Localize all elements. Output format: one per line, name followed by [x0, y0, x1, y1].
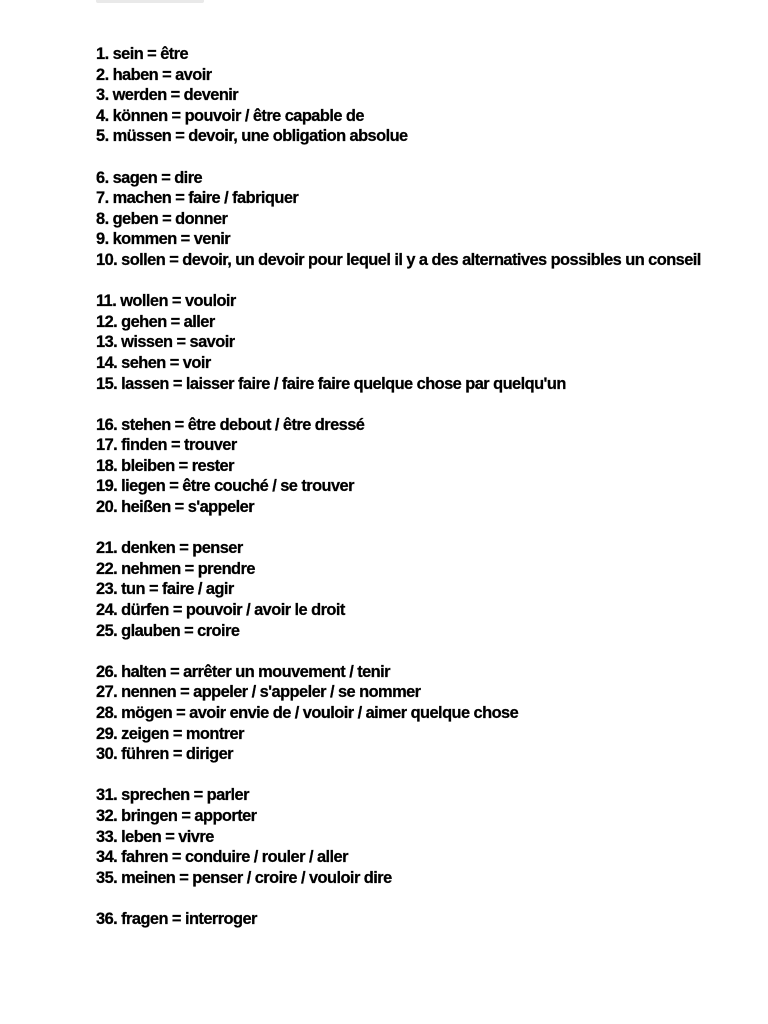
- list-item: 2. haben = avoir: [96, 65, 212, 84]
- scan-artifact: [96, 0, 204, 3]
- list-item: 15. lassen = laisser faire / faire faire quelque chose par quelqu'un: [96, 374, 566, 393]
- list-item: 25. glauben = croire: [96, 621, 240, 640]
- list-item: 16. stehen = être debout / être dressé: [96, 415, 365, 434]
- list-item: 31. sprechen = parler: [96, 786, 249, 805]
- list-item: 28. mögen = avoir envie de / vouloir / aimer quelque chose: [96, 704, 519, 722]
- verb-group-8: [96, 909, 736, 930]
- list-item: 8. geben = donner: [96, 209, 228, 228]
- verb-group-6: [96, 662, 736, 765]
- list-item: 10. sollen = devoir, un devoir pour lequel il y a des alternatives possibles un conseil: [96, 250, 701, 269]
- list-item: 33. leben = vivre: [96, 827, 214, 846]
- verb-group-3: [96, 291, 736, 394]
- list-item: 1. sein = être: [96, 45, 189, 63]
- verb-group-5: [96, 538, 736, 641]
- list-item: 17. finden = trouver: [96, 436, 237, 455]
- list-item: 36. fragen = interroger: [96, 909, 257, 928]
- list-item: 12. gehen = aller: [96, 312, 215, 331]
- list-item: 5. müssen = devoir, une obligation absolue: [96, 127, 408, 146]
- verb-group-7: [96, 785, 736, 888]
- list-item: 32. bringen = apporter: [96, 806, 257, 825]
- list-item: 7. machen = faire / fabriquer: [96, 189, 299, 208]
- list-item: 34. fahren = conduire / rouler / aller: [96, 848, 348, 867]
- verb-group-1: [96, 44, 736, 147]
- list-item: 18. bleiben = rester: [96, 456, 234, 475]
- list-item: 35. meinen = penser / croire / vouloir dire: [96, 868, 392, 887]
- list-item: 29. zeigen = montrer: [96, 724, 244, 743]
- list-item: 23. tun = faire / agir: [96, 580, 234, 599]
- list-item: 14. sehen = voir: [96, 353, 211, 372]
- list-item: 6. sagen = dire: [96, 168, 203, 187]
- list-item: 26. halten = arrêter un mouvement / tenir: [96, 662, 390, 681]
- list-item: 4. können = pouvoir / être capable de: [96, 106, 364, 125]
- list-item: 30. führen = diriger: [96, 745, 234, 764]
- list-item: 27. nennen = appeler / s'appeler / se nommer: [96, 683, 421, 702]
- list-item: 11. wollen = vouloir: [96, 292, 236, 311]
- list-item: 19. liegen = être couché / se trouver: [96, 477, 354, 496]
- list-item: 24. dürfen = pouvoir / avoir le droit: [96, 601, 345, 620]
- list-item: 21. denken = penser: [96, 539, 243, 558]
- verb-group-2: [96, 168, 736, 271]
- verb-vocabulary-list: [96, 44, 736, 950]
- verb-group-4: [96, 415, 736, 518]
- list-item: 22. nehmen = prendre: [96, 559, 255, 578]
- list-item: 13. wissen = savoir: [96, 333, 235, 352]
- list-item: 20. heißen = s'appeler: [96, 498, 255, 517]
- list-item: 3. werden = devenir: [96, 86, 239, 105]
- list-item: 9. kommen = venir: [96, 230, 231, 249]
